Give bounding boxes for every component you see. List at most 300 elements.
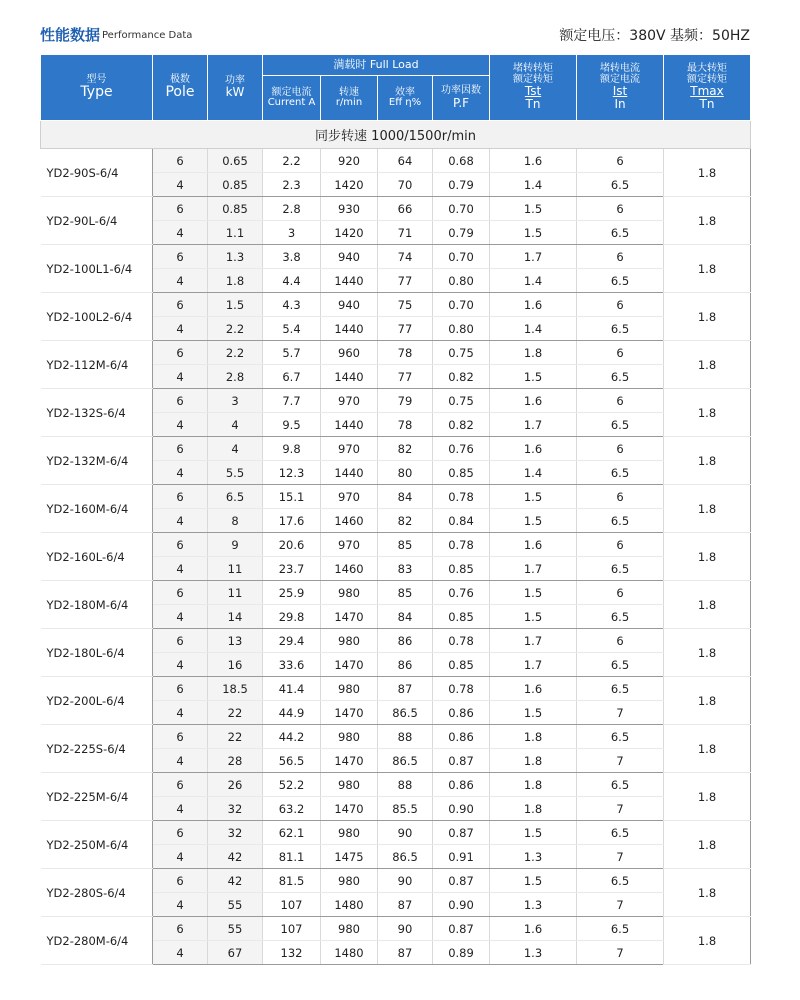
tst-cell: 1.8: [490, 749, 577, 773]
eff-cell: 78: [378, 341, 433, 365]
current-cell: 44.2: [263, 725, 321, 749]
ist-cell: 6: [577, 341, 664, 365]
power-cell: 0.65: [208, 149, 263, 173]
pf-cell: 0.87: [433, 917, 490, 941]
pf-cell: 0.75: [433, 389, 490, 413]
header-ist-cn1: 堵转电流: [600, 63, 641, 75]
pole-cell: 6: [153, 197, 208, 221]
tst-cell: 1.4: [490, 317, 577, 341]
eff-cell: 66: [378, 197, 433, 221]
tmax-cell: 1.8: [664, 533, 751, 581]
current-cell: 15.1: [263, 485, 321, 509]
table-row: [41, 773, 751, 797]
eff-cell: 78: [378, 413, 433, 437]
tst-cell: 1.3: [490, 941, 577, 965]
header-current-cn: 额定电流: [271, 86, 312, 98]
current-cell: 17.6: [263, 509, 321, 533]
current-cell: 29.4: [263, 629, 321, 653]
pf-cell: 0.78: [433, 677, 490, 701]
model-cell: YD2-132S-6/4: [41, 389, 153, 437]
pf-cell: 0.89: [433, 941, 490, 965]
current-cell: 52.2: [263, 773, 321, 797]
pole-cell: 6: [153, 629, 208, 653]
table-row: [41, 917, 751, 941]
eff-cell: 75: [378, 293, 433, 317]
pole-cell: 6: [153, 677, 208, 701]
ist-cell: 6: [577, 581, 664, 605]
pf-cell: 0.82: [433, 413, 490, 437]
power-cell: 42: [208, 869, 263, 893]
tst-cell: 1.5: [490, 605, 577, 629]
tst-cell: 1.5: [490, 701, 577, 725]
power-cell: 42: [208, 845, 263, 869]
eff-cell: 86.5: [378, 845, 433, 869]
header-pf-cn: 功率因数: [441, 85, 481, 96]
table-row: [41, 437, 751, 461]
tmax-cell: 1.8: [664, 773, 751, 821]
pole-cell: 4: [153, 941, 208, 965]
eff-cell: 82: [378, 509, 433, 533]
pole-cell: 4: [153, 701, 208, 725]
ist-cell: 6.5: [577, 821, 664, 845]
header-tmax: [664, 55, 751, 121]
pole-cell: 4: [153, 269, 208, 293]
current-cell: 29.8: [263, 605, 321, 629]
model-cell: YD2-225S-6/4: [41, 725, 153, 773]
speed-cell: 980: [321, 677, 378, 701]
pf-cell: 0.76: [433, 581, 490, 605]
table-row: [41, 245, 751, 269]
header-tmax-cn1: 最大转矩: [687, 63, 728, 75]
ist-cell: 6.5: [577, 365, 664, 389]
power-cell: 2.2: [208, 341, 263, 365]
pole-cell: 6: [153, 869, 208, 893]
speed-cell: 1440: [321, 413, 378, 437]
table-row: [41, 725, 751, 749]
header-speed-en: r/min: [335, 97, 363, 108]
current-cell: 5.7: [263, 341, 321, 365]
current-cell: 107: [263, 893, 321, 917]
pole-cell: 4: [153, 797, 208, 821]
speed-cell: 940: [321, 293, 378, 317]
pole-cell: 4: [153, 413, 208, 437]
ist-cell: 7: [577, 845, 664, 869]
pole-cell: 6: [153, 917, 208, 941]
header-speed: [321, 76, 378, 121]
header-power-en: kW: [225, 85, 245, 99]
tmax-cell: 1.8: [664, 821, 751, 869]
current-cell: 2.2: [263, 149, 321, 173]
header-ist-cn2: 额定电流: [600, 73, 641, 85]
sync-speed-row: [41, 121, 751, 149]
table-body: [41, 121, 751, 965]
tst-cell: 1.3: [490, 845, 577, 869]
eff-cell: 64: [378, 149, 433, 173]
model-cell: YD2-100L1-6/4: [41, 245, 153, 293]
eff-cell: 77: [378, 365, 433, 389]
pole-cell: 6: [153, 773, 208, 797]
ist-cell: 6.5: [577, 605, 664, 629]
pole-cell: 6: [153, 533, 208, 557]
current-cell: 132: [263, 941, 321, 965]
tst-cell: 1.6: [490, 389, 577, 413]
table-row: [41, 533, 751, 557]
tst-cell: 1.5: [490, 221, 577, 245]
tst-cell: 1.6: [490, 917, 577, 941]
header-eff: [378, 76, 433, 121]
current-cell: 44.9: [263, 701, 321, 725]
pf-cell: 0.78: [433, 485, 490, 509]
rated-specs: 额定电压：380V 基频：50HZ: [559, 28, 750, 44]
pf-cell: 0.78: [433, 629, 490, 653]
power-cell: 55: [208, 917, 263, 941]
pf-cell: 0.70: [433, 197, 490, 221]
ist-cell: 6.5: [577, 317, 664, 341]
header-power: [208, 55, 263, 121]
eff-cell: 86.5: [378, 701, 433, 725]
tmax-cell: 1.8: [664, 437, 751, 485]
pole-cell: 6: [153, 725, 208, 749]
tst-cell: 1.5: [490, 821, 577, 845]
current-cell: 62.1: [263, 821, 321, 845]
speed-cell: 1460: [321, 557, 378, 581]
power-cell: 4: [208, 413, 263, 437]
speed-cell: 1420: [321, 173, 378, 197]
power-cell: 14: [208, 605, 263, 629]
ist-cell: 6.5: [577, 653, 664, 677]
pf-cell: 0.87: [433, 869, 490, 893]
ist-cell: 6.5: [577, 869, 664, 893]
current-cell: 23.7: [263, 557, 321, 581]
tst-cell: 1.7: [490, 653, 577, 677]
current-cell: 56.5: [263, 749, 321, 773]
speed-cell: 960: [321, 341, 378, 365]
ist-cell: 6.5: [577, 509, 664, 533]
model-cell: YD2-200L-6/4: [41, 677, 153, 725]
pole-cell: 6: [153, 581, 208, 605]
eff-cell: 74: [378, 245, 433, 269]
ist-cell: 6: [577, 533, 664, 557]
pf-cell: 0.78: [433, 533, 490, 557]
pole-cell: 4: [153, 749, 208, 773]
tst-cell: 1.3: [490, 893, 577, 917]
pole-cell: 4: [153, 653, 208, 677]
pf-cell: 0.90: [433, 893, 490, 917]
ist-cell: 6: [577, 149, 664, 173]
header-ist-den: In: [614, 97, 626, 111]
current-cell: 5.4: [263, 317, 321, 341]
power-cell: 0.85: [208, 173, 263, 197]
power-cell: 18.5: [208, 677, 263, 701]
table-row: [41, 389, 751, 413]
header-current: [263, 76, 321, 121]
header-tst: [490, 55, 577, 121]
current-cell: 2.8: [263, 197, 321, 221]
ist-cell: 6.5: [577, 221, 664, 245]
table-row: [41, 341, 751, 365]
current-cell: 9.8: [263, 437, 321, 461]
current-cell: 63.2: [263, 797, 321, 821]
tmax-cell: 1.8: [664, 725, 751, 773]
eff-cell: 85: [378, 581, 433, 605]
power-cell: 16: [208, 653, 263, 677]
power-cell: 1.8: [208, 269, 263, 293]
speed-cell: 980: [321, 581, 378, 605]
tst-cell: 1.8: [490, 797, 577, 821]
header-pole-en: Pole: [165, 84, 195, 101]
power-cell: 67: [208, 941, 263, 965]
model-cell: YD2-90S-6/4: [41, 149, 153, 197]
header-pf-en: P.F: [452, 95, 470, 110]
pf-cell: 0.79: [433, 221, 490, 245]
eff-cell: 86: [378, 629, 433, 653]
eff-cell: 83: [378, 557, 433, 581]
speed-cell: 970: [321, 485, 378, 509]
pf-cell: 0.87: [433, 749, 490, 773]
speed-cell: 1475: [321, 845, 378, 869]
tst-cell: 1.5: [490, 365, 577, 389]
tst-cell: 1.6: [490, 533, 577, 557]
sync-speed-label: 同步转速 1000/1500r/min: [41, 121, 751, 149]
current-cell: 4.3: [263, 293, 321, 317]
pole-cell: 4: [153, 509, 208, 533]
power-cell: 5.5: [208, 461, 263, 485]
pf-cell: 0.85: [433, 653, 490, 677]
power-cell: 11: [208, 581, 263, 605]
pf-cell: 0.86: [433, 725, 490, 749]
eff-cell: 90: [378, 869, 433, 893]
power-cell: 1.3: [208, 245, 263, 269]
pf-cell: 0.70: [433, 245, 490, 269]
speed-cell: 980: [321, 629, 378, 653]
pf-cell: 0.82: [433, 365, 490, 389]
power-cell: 22: [208, 725, 263, 749]
eff-cell: 77: [378, 317, 433, 341]
header-tst-num: Tst: [524, 84, 542, 99]
title-bar: [40, 24, 750, 46]
header-tst-cn2: 额定转矩: [513, 73, 554, 85]
eff-cell: 82: [378, 437, 433, 461]
speed-cell: 980: [321, 917, 378, 941]
model-cell: YD2-100L2-6/4: [41, 293, 153, 341]
current-cell: 12.3: [263, 461, 321, 485]
ist-cell: 6: [577, 629, 664, 653]
eff-cell: 71: [378, 221, 433, 245]
model-cell: YD2-180L-6/4: [41, 629, 153, 677]
pole-cell: 4: [153, 893, 208, 917]
table-row: [41, 293, 751, 317]
table-row: [41, 821, 751, 845]
table-row: [41, 197, 751, 221]
pole-cell: 6: [153, 293, 208, 317]
eff-cell: 79: [378, 389, 433, 413]
model-cell: YD2-112M-6/4: [41, 341, 153, 389]
power-cell: 2.8: [208, 365, 263, 389]
current-cell: 107: [263, 917, 321, 941]
eff-cell: 86: [378, 653, 433, 677]
ist-cell: 7: [577, 749, 664, 773]
pf-cell: 0.85: [433, 605, 490, 629]
ist-cell: 6: [577, 197, 664, 221]
tst-cell: 1.6: [490, 677, 577, 701]
model-cell: YD2-280S-6/4: [41, 869, 153, 917]
pole-cell: 4: [153, 845, 208, 869]
header-type-cn: 型号: [86, 73, 107, 85]
ist-cell: 6.5: [577, 461, 664, 485]
ist-cell: 6.5: [577, 269, 664, 293]
power-cell: 4: [208, 437, 263, 461]
model-cell: YD2-180M-6/4: [41, 581, 153, 629]
tmax-cell: 1.8: [664, 341, 751, 389]
performance-table: [40, 54, 751, 965]
header-full-load: 满载时 Full Load: [263, 55, 490, 76]
ist-cell: 6.5: [577, 557, 664, 581]
tmax-cell: 1.8: [664, 869, 751, 917]
tmax-cell: 1.8: [664, 197, 751, 245]
eff-cell: 90: [378, 821, 433, 845]
ist-cell: 6: [577, 485, 664, 509]
tst-cell: 1.7: [490, 413, 577, 437]
pf-cell: 0.86: [433, 773, 490, 797]
pole-cell: 6: [153, 389, 208, 413]
tst-cell: 1.6: [490, 293, 577, 317]
pole-cell: 4: [153, 365, 208, 389]
speed-cell: 1470: [321, 797, 378, 821]
pf-cell: 0.90: [433, 797, 490, 821]
pole-cell: 6: [153, 341, 208, 365]
speed-cell: 1480: [321, 893, 378, 917]
power-cell: 22: [208, 701, 263, 725]
current-cell: 6.7: [263, 365, 321, 389]
tmax-cell: 1.8: [664, 293, 751, 341]
pole-cell: 6: [153, 149, 208, 173]
eff-cell: 90: [378, 917, 433, 941]
model-cell: YD2-160M-6/4: [41, 485, 153, 533]
pf-cell: 0.79: [433, 173, 490, 197]
speed-cell: 1470: [321, 605, 378, 629]
ist-cell: 7: [577, 797, 664, 821]
header-tst-cn1: 堵转转矩: [513, 63, 554, 75]
page-title: 性能数据: [40, 26, 101, 44]
pf-cell: 0.87: [433, 821, 490, 845]
header-tmax-den: Tn: [699, 97, 715, 111]
tst-cell: 1.8: [490, 341, 577, 365]
header-eff-en: Eff η%: [388, 97, 422, 108]
speed-cell: 940: [321, 245, 378, 269]
tst-cell: 1.5: [490, 509, 577, 533]
power-cell: 55: [208, 893, 263, 917]
header-tmax-cn2: 额定转矩: [687, 73, 728, 85]
table-row: [41, 629, 751, 653]
header-speed-cn: 转速: [339, 86, 359, 98]
eff-cell: 84: [378, 485, 433, 509]
power-cell: 13: [208, 629, 263, 653]
header-pf: [433, 76, 490, 121]
tst-cell: 1.4: [490, 173, 577, 197]
tmax-cell: 1.8: [664, 389, 751, 437]
eff-cell: 77: [378, 269, 433, 293]
speed-cell: 970: [321, 533, 378, 557]
speed-cell: 1470: [321, 653, 378, 677]
current-cell: 33.6: [263, 653, 321, 677]
power-cell: 28: [208, 749, 263, 773]
pf-cell: 0.80: [433, 317, 490, 341]
pf-cell: 0.75: [433, 341, 490, 365]
ist-cell: 6.5: [577, 173, 664, 197]
tmax-cell: 1.8: [664, 149, 751, 197]
pole-cell: 6: [153, 437, 208, 461]
eff-cell: 80: [378, 461, 433, 485]
power-cell: 0.85: [208, 197, 263, 221]
tmax-cell: 1.8: [664, 581, 751, 629]
model-cell: YD2-90L-6/4: [41, 197, 153, 245]
current-cell: 81.1: [263, 845, 321, 869]
tst-cell: 1.5: [490, 197, 577, 221]
current-cell: 3.8: [263, 245, 321, 269]
tmax-cell: 1.8: [664, 629, 751, 677]
pf-cell: 0.68: [433, 149, 490, 173]
power-cell: 11: [208, 557, 263, 581]
table-header: [41, 55, 751, 121]
ist-cell: 6.5: [577, 917, 664, 941]
table-row: [41, 677, 751, 701]
pole-cell: 6: [153, 245, 208, 269]
tst-cell: 1.8: [490, 725, 577, 749]
model-cell: YD2-160L-6/4: [41, 533, 153, 581]
eff-cell: 84: [378, 605, 433, 629]
current-cell: 4.4: [263, 269, 321, 293]
tst-cell: 1.5: [490, 581, 577, 605]
pole-cell: 4: [153, 317, 208, 341]
header-power-cn: 功率: [225, 74, 245, 86]
model-cell: YD2-250M-6/4: [41, 821, 153, 869]
power-cell: 9: [208, 533, 263, 557]
speed-cell: 1440: [321, 269, 378, 293]
current-cell: 25.9: [263, 581, 321, 605]
tst-cell: 1.4: [490, 461, 577, 485]
model-cell: YD2-280M-6/4: [41, 917, 153, 965]
pole-cell: 4: [153, 221, 208, 245]
eff-cell: 85: [378, 533, 433, 557]
header-tst-den: Tn: [525, 97, 541, 111]
power-cell: 8: [208, 509, 263, 533]
tst-cell: 1.6: [490, 149, 577, 173]
speed-cell: 1460: [321, 509, 378, 533]
tst-cell: 1.5: [490, 485, 577, 509]
speed-cell: 970: [321, 437, 378, 461]
current-cell: 20.6: [263, 533, 321, 557]
current-cell: 41.4: [263, 677, 321, 701]
pf-cell: 0.85: [433, 461, 490, 485]
speed-cell: 1420: [321, 221, 378, 245]
power-cell: 2.2: [208, 317, 263, 341]
current-cell: 9.5: [263, 413, 321, 437]
eff-cell: 85.5: [378, 797, 433, 821]
pole-cell: 4: [153, 461, 208, 485]
header-pole-cn: 极数: [170, 73, 190, 85]
tst-cell: 1.7: [490, 629, 577, 653]
pf-cell: 0.84: [433, 509, 490, 533]
tst-cell: 1.8: [490, 773, 577, 797]
power-cell: 32: [208, 797, 263, 821]
ist-cell: 6: [577, 389, 664, 413]
current-cell: 2.3: [263, 173, 321, 197]
ist-cell: 6.5: [577, 677, 664, 701]
model-cell: YD2-132M-6/4: [41, 437, 153, 485]
eff-cell: 87: [378, 893, 433, 917]
pole-cell: 4: [153, 173, 208, 197]
tmax-cell: 1.8: [664, 245, 751, 293]
